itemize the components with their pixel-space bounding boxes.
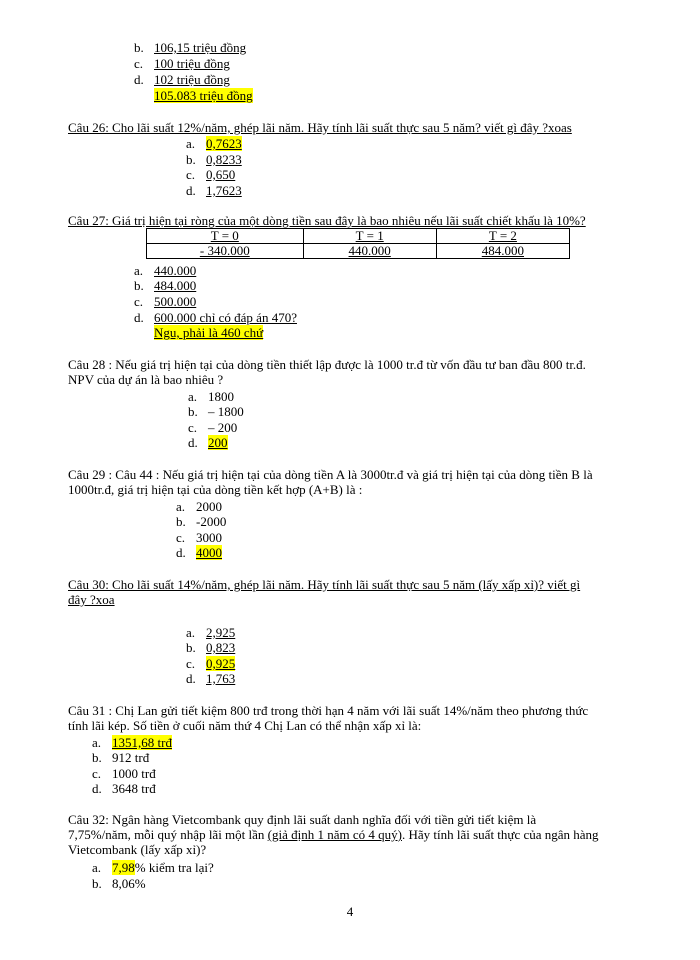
q26-option-a xyxy=(186,136,242,151)
option-suffix: % kiểm tra lại? xyxy=(134,860,214,875)
option-value: 7,98 xyxy=(112,860,135,875)
table-row xyxy=(147,244,570,259)
option-text: 912 trđ xyxy=(112,750,150,765)
question-text-underlined: (giả định 1 năm có 4 quý) xyxy=(267,827,402,842)
option-text: 1000 trđ xyxy=(112,766,156,781)
question-text-line: Câu 29 : Câu 44 : Nếu giá trị hiện tại của dòng tiền A là 3000tr.đ và giá trị hiện tại của dòng tiền B là xyxy=(68,467,593,482)
question-32 xyxy=(68,812,652,857)
option-label: d. xyxy=(134,72,144,87)
option-label: a. xyxy=(176,499,186,514)
option-text: 2,925 xyxy=(206,625,236,640)
option-text: 0,7623 xyxy=(206,136,242,151)
question-text: Câu 27: Giá trị hiện tại ròng của một dòng tiền sau đây là bao nhiêu nếu lãi suất chiết khấu là 10%? xyxy=(68,213,586,228)
option-text: 8,06% xyxy=(112,876,146,891)
question-28 xyxy=(68,357,652,387)
option-c xyxy=(134,56,230,71)
q31-option-d xyxy=(92,781,156,796)
q29-option-c xyxy=(176,530,222,545)
option-label: a. xyxy=(186,625,196,640)
question-text-part: 7,75%/năm, mỗi quý nhập lãi một lần xyxy=(68,827,268,842)
q28-option-c xyxy=(188,420,237,435)
option-text: – 200 xyxy=(208,420,238,435)
q30-option-d xyxy=(186,671,235,686)
q26-option-d xyxy=(186,183,242,198)
option-text: 440.000 xyxy=(154,263,197,278)
q30-option-b xyxy=(186,640,235,655)
option-d xyxy=(134,72,230,87)
option-label: c. xyxy=(176,530,186,545)
q27-option-d xyxy=(134,310,297,325)
table-header: T = 0 xyxy=(147,229,304,244)
question-31 xyxy=(68,703,652,733)
q27-option-b xyxy=(134,278,196,293)
option-text: 1800 xyxy=(208,389,234,404)
question-text: Câu 26: Cho lãi suất 12%/năm, ghép lãi năm. Hãy tính lãi suất thực sau 5 năm? viết gì đây ?xoas xyxy=(68,120,572,135)
question-text-line: NPV của dự án là bao nhiêu ? xyxy=(68,372,224,387)
option-label: d. xyxy=(188,435,198,450)
q26-option-c xyxy=(186,167,235,182)
option-label: b. xyxy=(186,640,196,655)
option-text: 200 xyxy=(208,435,228,450)
table-cell: - 340.000 xyxy=(147,244,304,259)
q32-option-a xyxy=(92,860,214,875)
option-label: d. xyxy=(134,310,144,325)
q27-option-c xyxy=(134,294,196,309)
option-text: 2000 xyxy=(196,499,222,514)
question-26 xyxy=(68,120,652,135)
option-text: 100 triệu đồng xyxy=(154,56,230,71)
question-text-line: tính lãi kép. Số tiền ở cuối năm thứ 4 Chị Lan có thể nhận xấp xỉ là: xyxy=(68,718,422,733)
option-text: 3648 trđ xyxy=(112,781,156,796)
highlighted-answer: 105.083 triệu đồng xyxy=(154,88,253,103)
question-text-line-wrap xyxy=(68,592,652,607)
q30-option-c xyxy=(186,656,235,671)
question-27 xyxy=(68,213,652,228)
q28-option-b xyxy=(188,404,244,419)
cash-flow-table xyxy=(146,228,570,259)
highlighted-note: Ngu, phải là 460 chứ xyxy=(154,325,264,340)
table-header: T = 2 xyxy=(436,229,569,244)
question-text-part: . Hãy tính lãi suất thực của ngân hàng xyxy=(401,827,599,842)
option-label: a. xyxy=(92,860,102,875)
question-text-line: Câu 28 : Nếu giá trị hiện tại của dòng tiền thiết lập được là 1000 tr.đ từ vốn đầu tư ban đầu 800 tr.đ. xyxy=(68,357,586,372)
q28-option-d xyxy=(188,435,228,450)
option-label: a. xyxy=(92,735,102,750)
q27-option-a xyxy=(134,263,196,278)
option-label: d. xyxy=(92,781,102,796)
question-30 xyxy=(68,577,652,607)
option-label: d. xyxy=(176,545,186,560)
option-text: 3000 xyxy=(196,530,222,545)
option-label: b. xyxy=(92,750,102,765)
q31-option-b xyxy=(92,750,149,765)
question-text-line: Câu 30: Cho lãi suất 14%/năm, ghép lãi năm. Hãy tính lãi suất thực sau 5 năm (lấy xấp xỉ)? viết gì xyxy=(68,577,581,592)
option-text: 102 triệu đồng xyxy=(154,72,230,87)
table-header: T = 1 xyxy=(303,229,436,244)
option-label: d. xyxy=(186,183,196,198)
option-label: c. xyxy=(92,766,102,781)
option-label: c. xyxy=(134,294,144,309)
option-label: d. xyxy=(186,671,196,686)
question-text-line: 1000tr.đ, giá trị hiện tại của dòng tiền kết hợp (A+B) là : xyxy=(68,482,363,497)
table-header-row xyxy=(147,229,570,244)
q28-option-a xyxy=(188,389,234,404)
option-label: b. xyxy=(176,514,186,529)
option-text: 1351,68 trđ xyxy=(112,735,172,750)
q29-option-b xyxy=(176,514,226,529)
option-label: a. xyxy=(134,263,144,278)
option-label: c. xyxy=(186,167,196,182)
table-cell: 440.000 xyxy=(303,244,436,259)
option-text: 484.000 xyxy=(154,278,197,293)
question-text-line: Câu 32: Ngân hàng Vietcombank quy định lãi suất danh nghĩa đối với tiền gửi tiết kiệm là xyxy=(68,812,537,827)
q32-option-b xyxy=(92,876,146,891)
option-text: 0,925 xyxy=(206,656,236,671)
option-text: – 1800 xyxy=(208,404,244,419)
q29-option-a xyxy=(176,499,222,514)
option-b xyxy=(134,40,246,55)
option-text: 4000 xyxy=(196,545,222,560)
question-text-line: đây ?xoa xyxy=(68,592,115,607)
question-29 xyxy=(68,467,652,497)
option-text: 0,8233 xyxy=(206,152,242,167)
option-text: 600.000 chỉ có đáp án 470? xyxy=(154,310,297,325)
option-text: 1,7623 xyxy=(206,183,242,198)
option-label: b. xyxy=(134,278,144,293)
option-label: b. xyxy=(188,404,198,419)
answer-note xyxy=(154,88,253,103)
q31-option-c xyxy=(92,766,156,781)
option-label: b. xyxy=(186,152,196,167)
table-cell: 484.000 xyxy=(436,244,569,259)
option-text: 500.000 xyxy=(154,294,197,309)
option-label: a. xyxy=(188,389,198,404)
option-label: c. xyxy=(188,420,198,435)
option-label: c. xyxy=(134,56,144,71)
question-text-line-2 xyxy=(68,827,652,842)
question-text-line: Vietcombank (lấy xấp xỉ)? xyxy=(68,842,207,857)
q31-option-a xyxy=(92,735,172,750)
option-label: a. xyxy=(186,136,196,151)
page-number: 4 xyxy=(346,904,354,919)
option-text: 1,763 xyxy=(206,671,236,686)
option-text: 0,650 xyxy=(206,167,236,182)
q26-option-b xyxy=(186,152,242,167)
option-text: -2000 xyxy=(196,514,227,529)
q30-option-a xyxy=(186,625,235,640)
option-label: b. xyxy=(92,876,102,891)
option-text: 106,15 triệu đồng xyxy=(154,40,247,55)
question-text-line: Câu 31 : Chị Lan gửi tiết kiệm 800 trđ trong thời hạn 4 năm với lãi suất 14%/năm theo phương thức xyxy=(68,703,589,718)
q29-option-d xyxy=(176,545,222,560)
answer-note xyxy=(154,325,263,340)
option-text: 0,823 xyxy=(206,640,236,655)
option-label: b. xyxy=(134,40,144,55)
option-label: c. xyxy=(186,656,196,671)
